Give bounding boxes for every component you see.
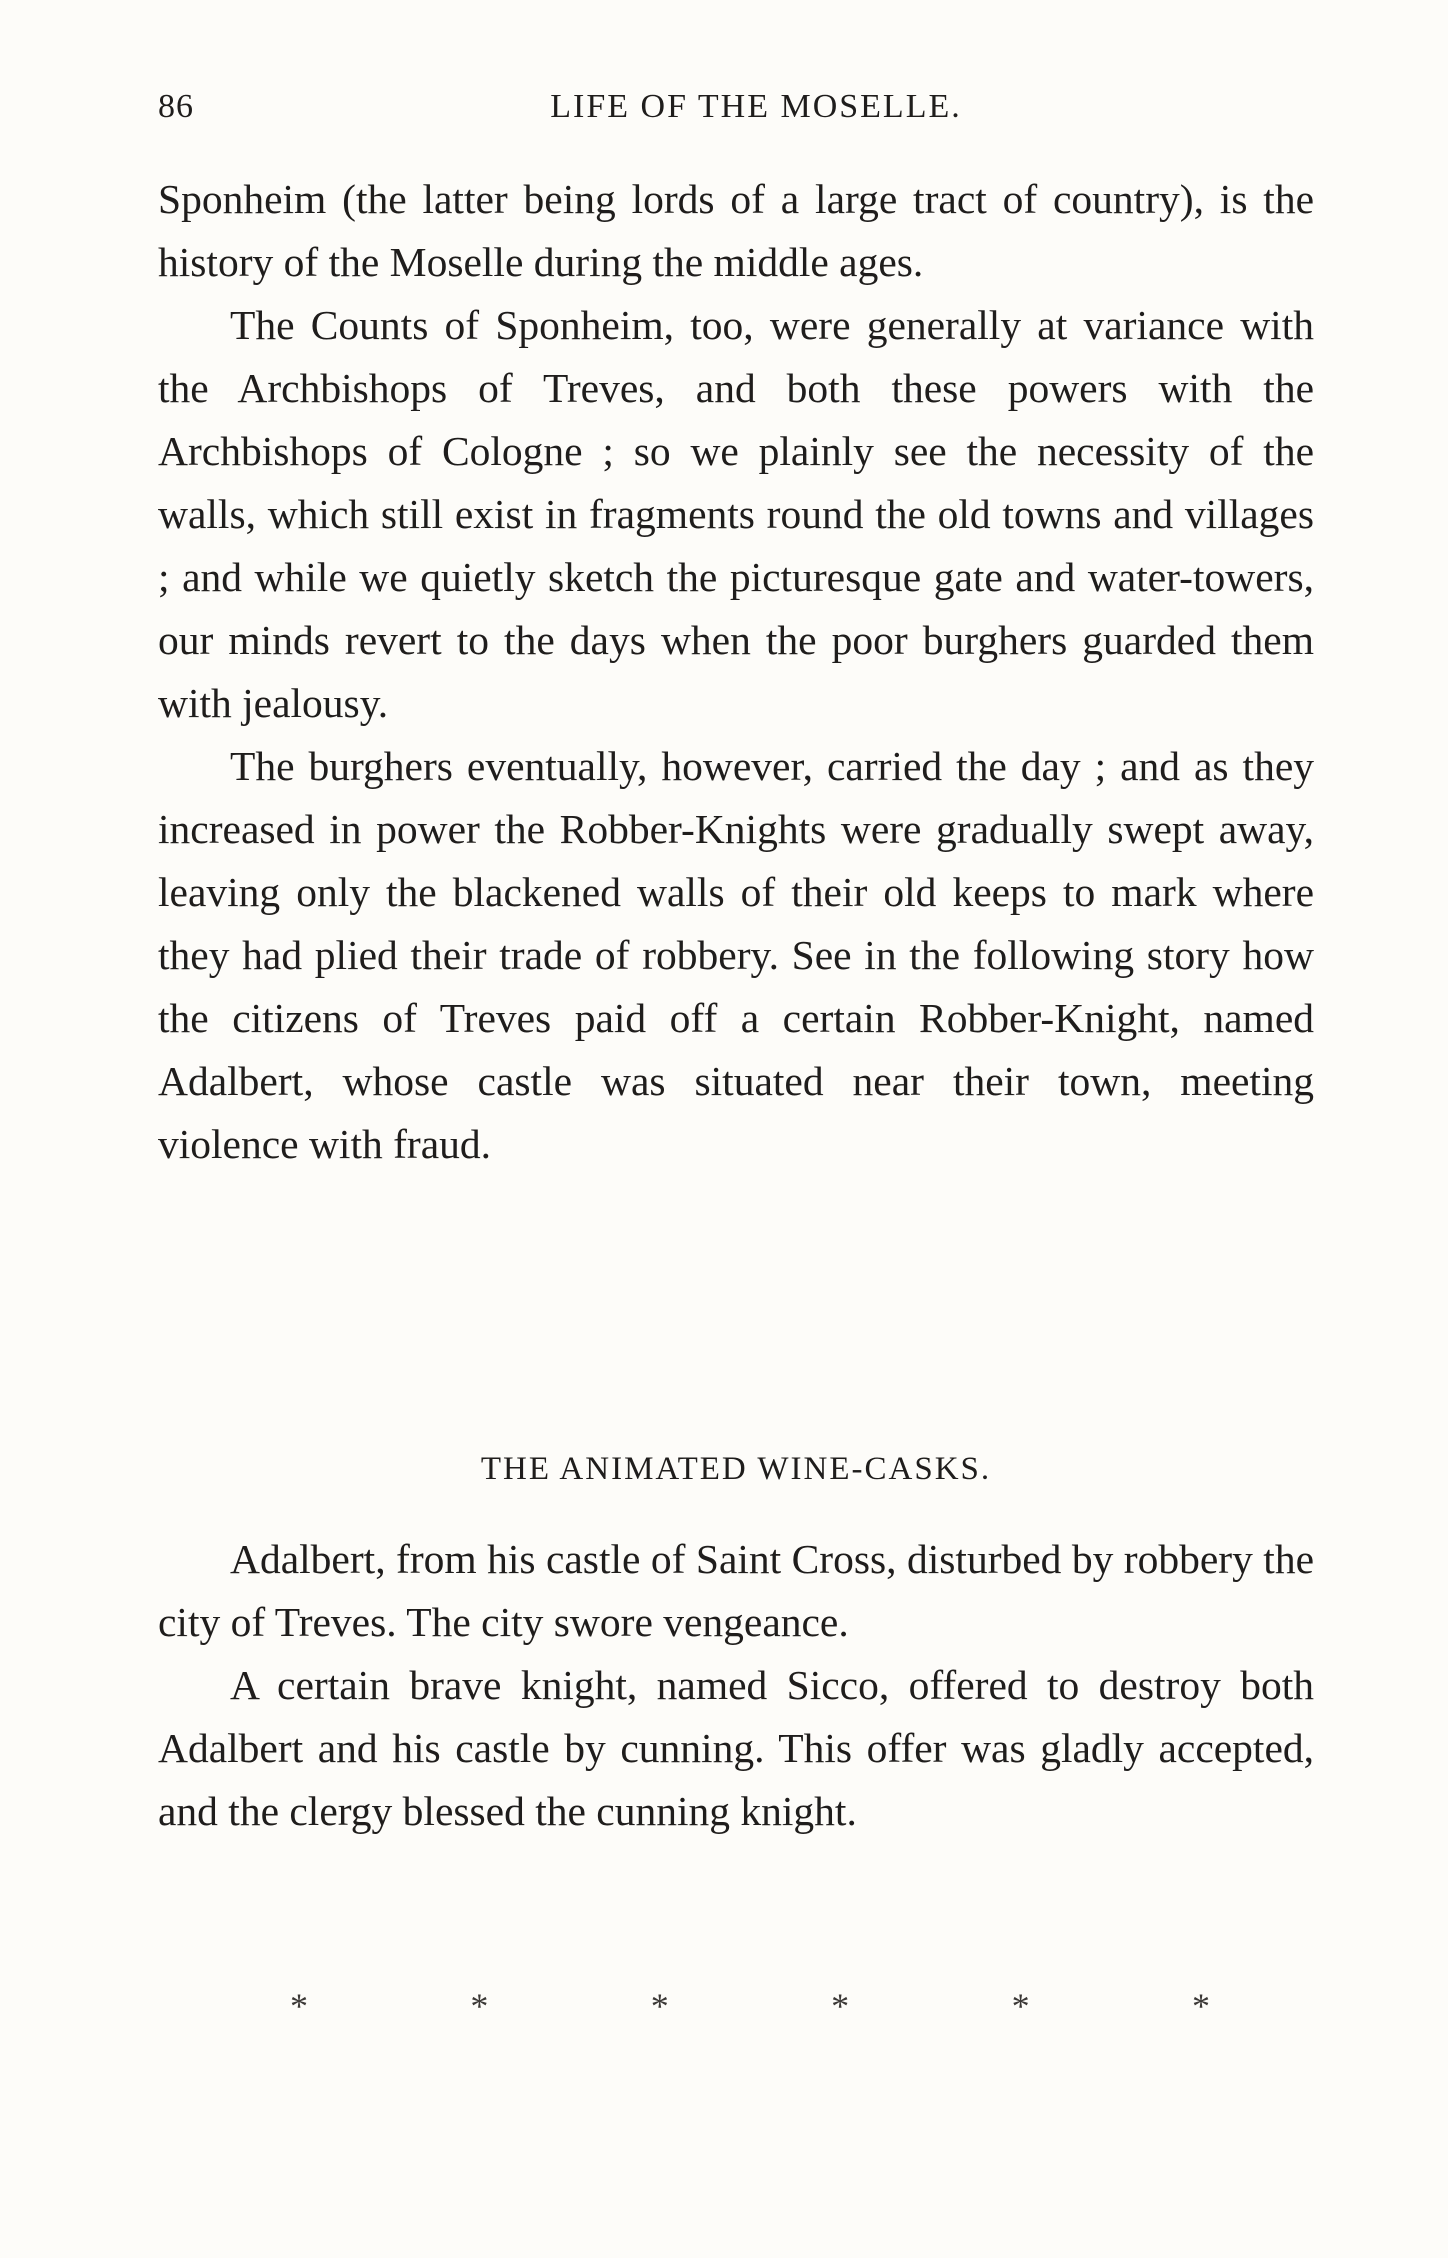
paragraph: Adalbert, from his castle of Saint Cross, disturbed by robbery the city of Treves. The city swore vengeance. <box>158 1536 1314 1645</box>
text-block-after <box>158 1528 1314 1843</box>
asterisk: * <box>1011 1986 1030 2026</box>
paragraph: The burghers eventually, however, carried the day ; and as they increased in power the Robber-Knights were gradually swept away, leaving only the blackened walls of their old keeps to mark where they had plied their trade of robbery. See in the following story how the citizens of Treves paid off a certain Robber-Knight, named Adalbert, whose castle was situated near their town, meeting violence with fraud. <box>158 743 1314 1167</box>
text-block-before <box>158 168 1314 1176</box>
asterisk: * <box>1191 1986 1210 2026</box>
paragraph: Sponheim (the latter being lords of a large tract of country), is the history of the Moselle during the middle ages. <box>158 176 1314 285</box>
asterisk: * <box>831 1986 850 2026</box>
asterism-separator <box>290 1985 1210 2035</box>
running-title: LIFE OF THE MOSELLE. <box>550 88 962 125</box>
asterisk: * <box>290 1986 308 2026</box>
asterisk: * <box>470 1986 489 2026</box>
page-number: 86 <box>158 88 194 125</box>
asterisk: * <box>650 1986 669 2026</box>
paragraph: A certain brave knight, named Sicco, offered to destroy both Adalbert and his castle by cunning. This offer was gladly accepted, and the clergy blessed the cunning knight. <box>158 1662 1314 1834</box>
running-head <box>158 88 1314 138</box>
paragraph: The Counts of Sponheim, too, were generally at variance with the Archbishops of Treves, and both these powers with the Archbishops of Cologne ; so we plainly see the necessity of the walls, which still exist in fragments round the old towns and villages ; and while we quietly sketch the picturesque gate and water-towers, our minds revert to the days when the poor burghers guarded them with jealousy. <box>158 302 1314 726</box>
section-title: THE ANIMATED WINE-CASKS. <box>480 1451 992 1487</box>
